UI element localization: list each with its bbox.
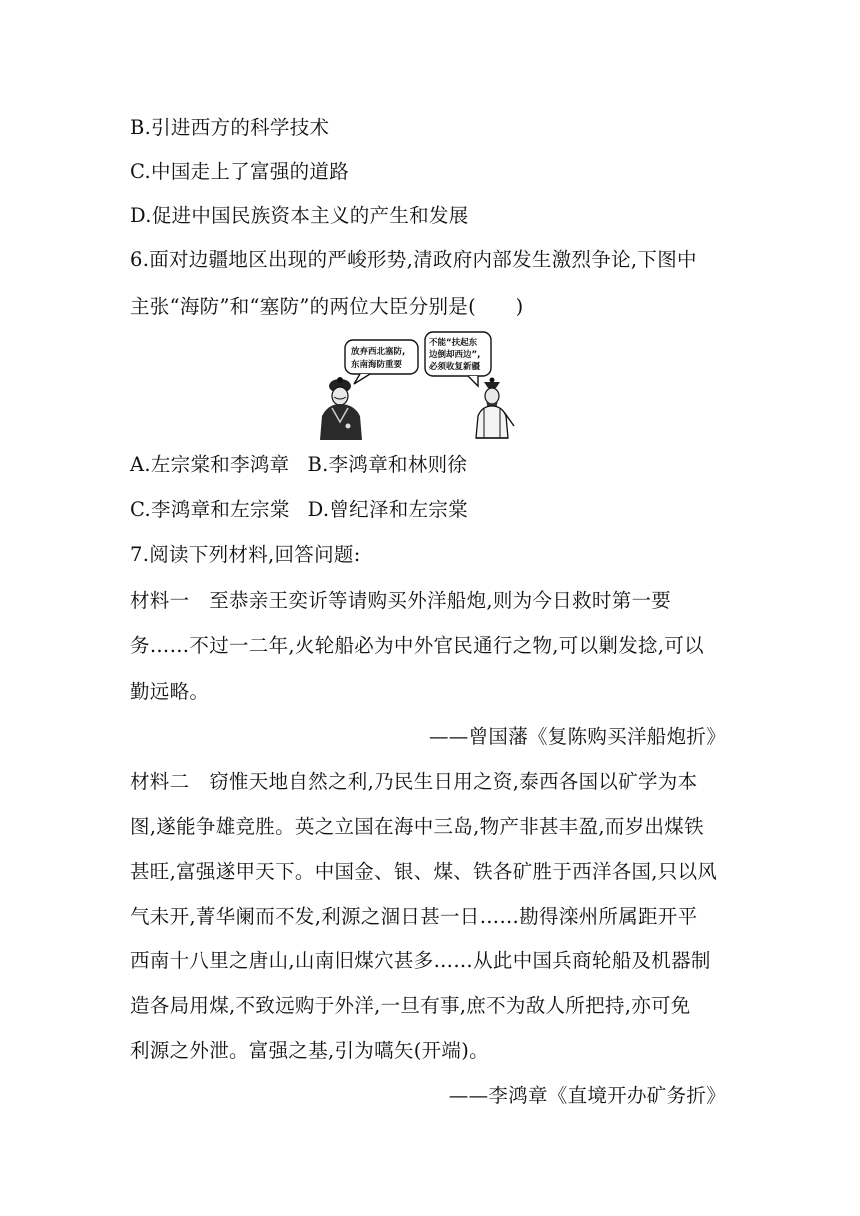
material2-line4: 气未开,菁华阑而不发,利源之涸日甚一日……勘得滦州所属距开平 [130,905,698,928]
left-official-figure [320,377,362,440]
q6-stem-line1: 6.面对边疆地区出现的严峻形势,清政府内部发生激烈争论,下图中 [130,248,697,271]
material2-source: ——李鸿章《直境开办矿务折》 [448,1084,726,1107]
material2-line5: 西南十八里之唐山,山南旧煤穴甚多……从此中国兵商轮船及机器制 [130,949,711,972]
q6-option-d: D.曾纪泽和左宗棠 [307,498,468,521]
right-speech-bubble [425,332,491,386]
q6-option-c: C.李鸿章和左宗棠 [130,498,290,521]
option-b: B.引进西方的科学技术 [130,116,330,139]
material2-line6: 造各局用煤,不致远购于外洋,一旦有事,庶不为敌人所把持,亦可免 [130,994,691,1017]
material2-line2: 图,遂能争雄竞胜。英之立国在海中三岛,物产非甚丰盈,而岁出煤铁 [130,815,704,838]
q7-stem: 7.阅读下列材料,回答问题: [130,543,361,566]
material2-line3: 甚旺,富强遂甲天下。中国金、银、煤、铁各矿胜于西洋各国,只以风 [130,860,718,883]
right-bubble-line2: 边倒却西边”, [429,350,481,360]
material1-line1: 材料一 至恭亲王奕䜣等请购买外洋船炮,则为今日救时第一要 [130,589,672,612]
q6-options-row2 [130,495,468,525]
right-bubble-line3: 必须收复新疆 [429,362,481,372]
right-official-figure [476,378,514,439]
q6-options-row1 [130,450,467,480]
left-bubble-line1: 放弃西北塞防, [351,347,406,357]
right-bubble-line1: 不能“扶起东 [429,338,478,348]
material2-line1: 材料二 窃惟天地自然之利,乃民生日用之资,泰西各国以矿学为本 [130,770,698,793]
left-bubble-line2: 东南海防重要 [351,360,403,370]
option-d: D.促进中国民族资本主义的产生和发展 [130,204,469,227]
material1-line3: 勤远略。 [130,680,210,703]
material2-line7: 利源之外泄。富强之基,引为嚆矢(开端)。 [130,1039,489,1062]
option-c: C.中国走上了富强的道路 [130,160,350,183]
left-speech-bubble [345,340,418,384]
q6-option-a: A.左宗棠和李鸿章 [130,453,290,476]
cartoon-figure [318,330,518,440]
material1-source: ——曾国藩《复陈购买洋船炮折》 [429,725,726,748]
material1-line2: 务……不过一二年,火轮船必为中外官民通行之物,可以剿发捻,可以 [130,634,704,657]
q6-option-b: B.李鸿章和林则徐 [307,453,468,476]
q6-stem-line2: 主张“海防”和“塞防”的两位大臣分别是( ) [130,295,524,318]
